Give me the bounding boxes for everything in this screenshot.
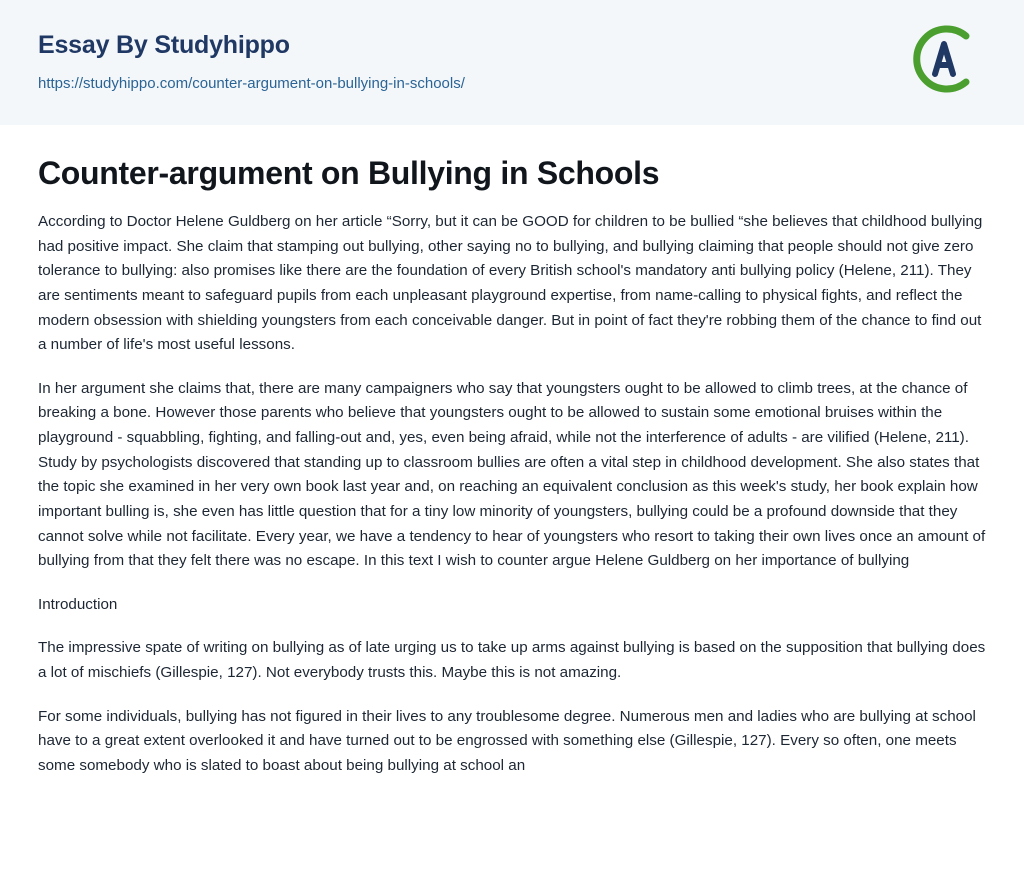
source-url[interactable]: https://studyhippo.com/counter-argument-on-bullying-in-schools/ [38, 74, 465, 92]
paragraph: In her argument she claims that, there are many campaigners who say that youngsters ought to be allowed to climb trees, at the chance of breaking a bone. However those parents who believe that youngsters ought to be allowed to sustain some emotional bruises within the playground - squabbling, fighting, and falling-out and, yes, even being afraid, while not the interference of adults - are vilified (Helene, 211). Study by psychologists discovered that standing up to classroom bullies are often a vital step in childhood development. She also states that the topic she examined in her very own book last year and, on reaching an equivalent conclusion as this week's study, her book explain how important bulling is, she even has little question that for a tiny low minority of youngsters, bullying could be a profound downside that they cannot solve while not facilitate. Every year, we have a tendency to hear of youngsters who resort to taking their own lives once an amount of bullying from that they felt there was no escape. In this text I wish to counter argue Helene Guldberg on her importance of bullying [38, 379, 986, 570]
section-heading-introduction: Introduction [38, 595, 118, 613]
paragraph: For some individuals, bullying has not figured in their lives to any troublesome degree. Numerous men and ladies who are bullying at school have to a great extent overlooked it and have turned out to be engrossed with something else (Gillespie, 127). Every so often, one meets some somebody who is slated to boast about being bullying at school an [38, 707, 976, 774]
page-title: Counter-argument on Bullying in Schools [38, 155, 660, 191]
paragraph: According to Doctor Helene Guldberg on her article “Sorry, but it can be GOOD for children to be bullied “she believes that childhood bullying had positive impact. She claim that stamping out bullying, other saying no to bullying, and bullying claiming that people should not give zero tolerance to bullying: also promises like there are the foundation of every British school's mandatory anti bullying policy (Helene, 211). They are sentiments meant to safeguard pupils from each unpleasant playground expertise, from name-calling to physical fights, and reflect the modern obsession with shielding youngsters from each conceivable danger. But in point of fact they're robbing them of the chance to find out a number of life's most useful lessons. [38, 213, 983, 354]
site-header [0, 0, 1024, 125]
paragraph: The impressive spate of writing on bullying as of late urging us to take up arms against bullying is based on the supposition that bullying does a lot of mischiefs (Gillespie, 127). Not everybody trusts this. Maybe this is not amazing. [38, 639, 986, 681]
letter-a-circle-logo-icon [904, 20, 982, 98]
essay-content [0, 125, 1024, 779]
site-brand: Essay By Studyhippo [38, 31, 290, 59]
